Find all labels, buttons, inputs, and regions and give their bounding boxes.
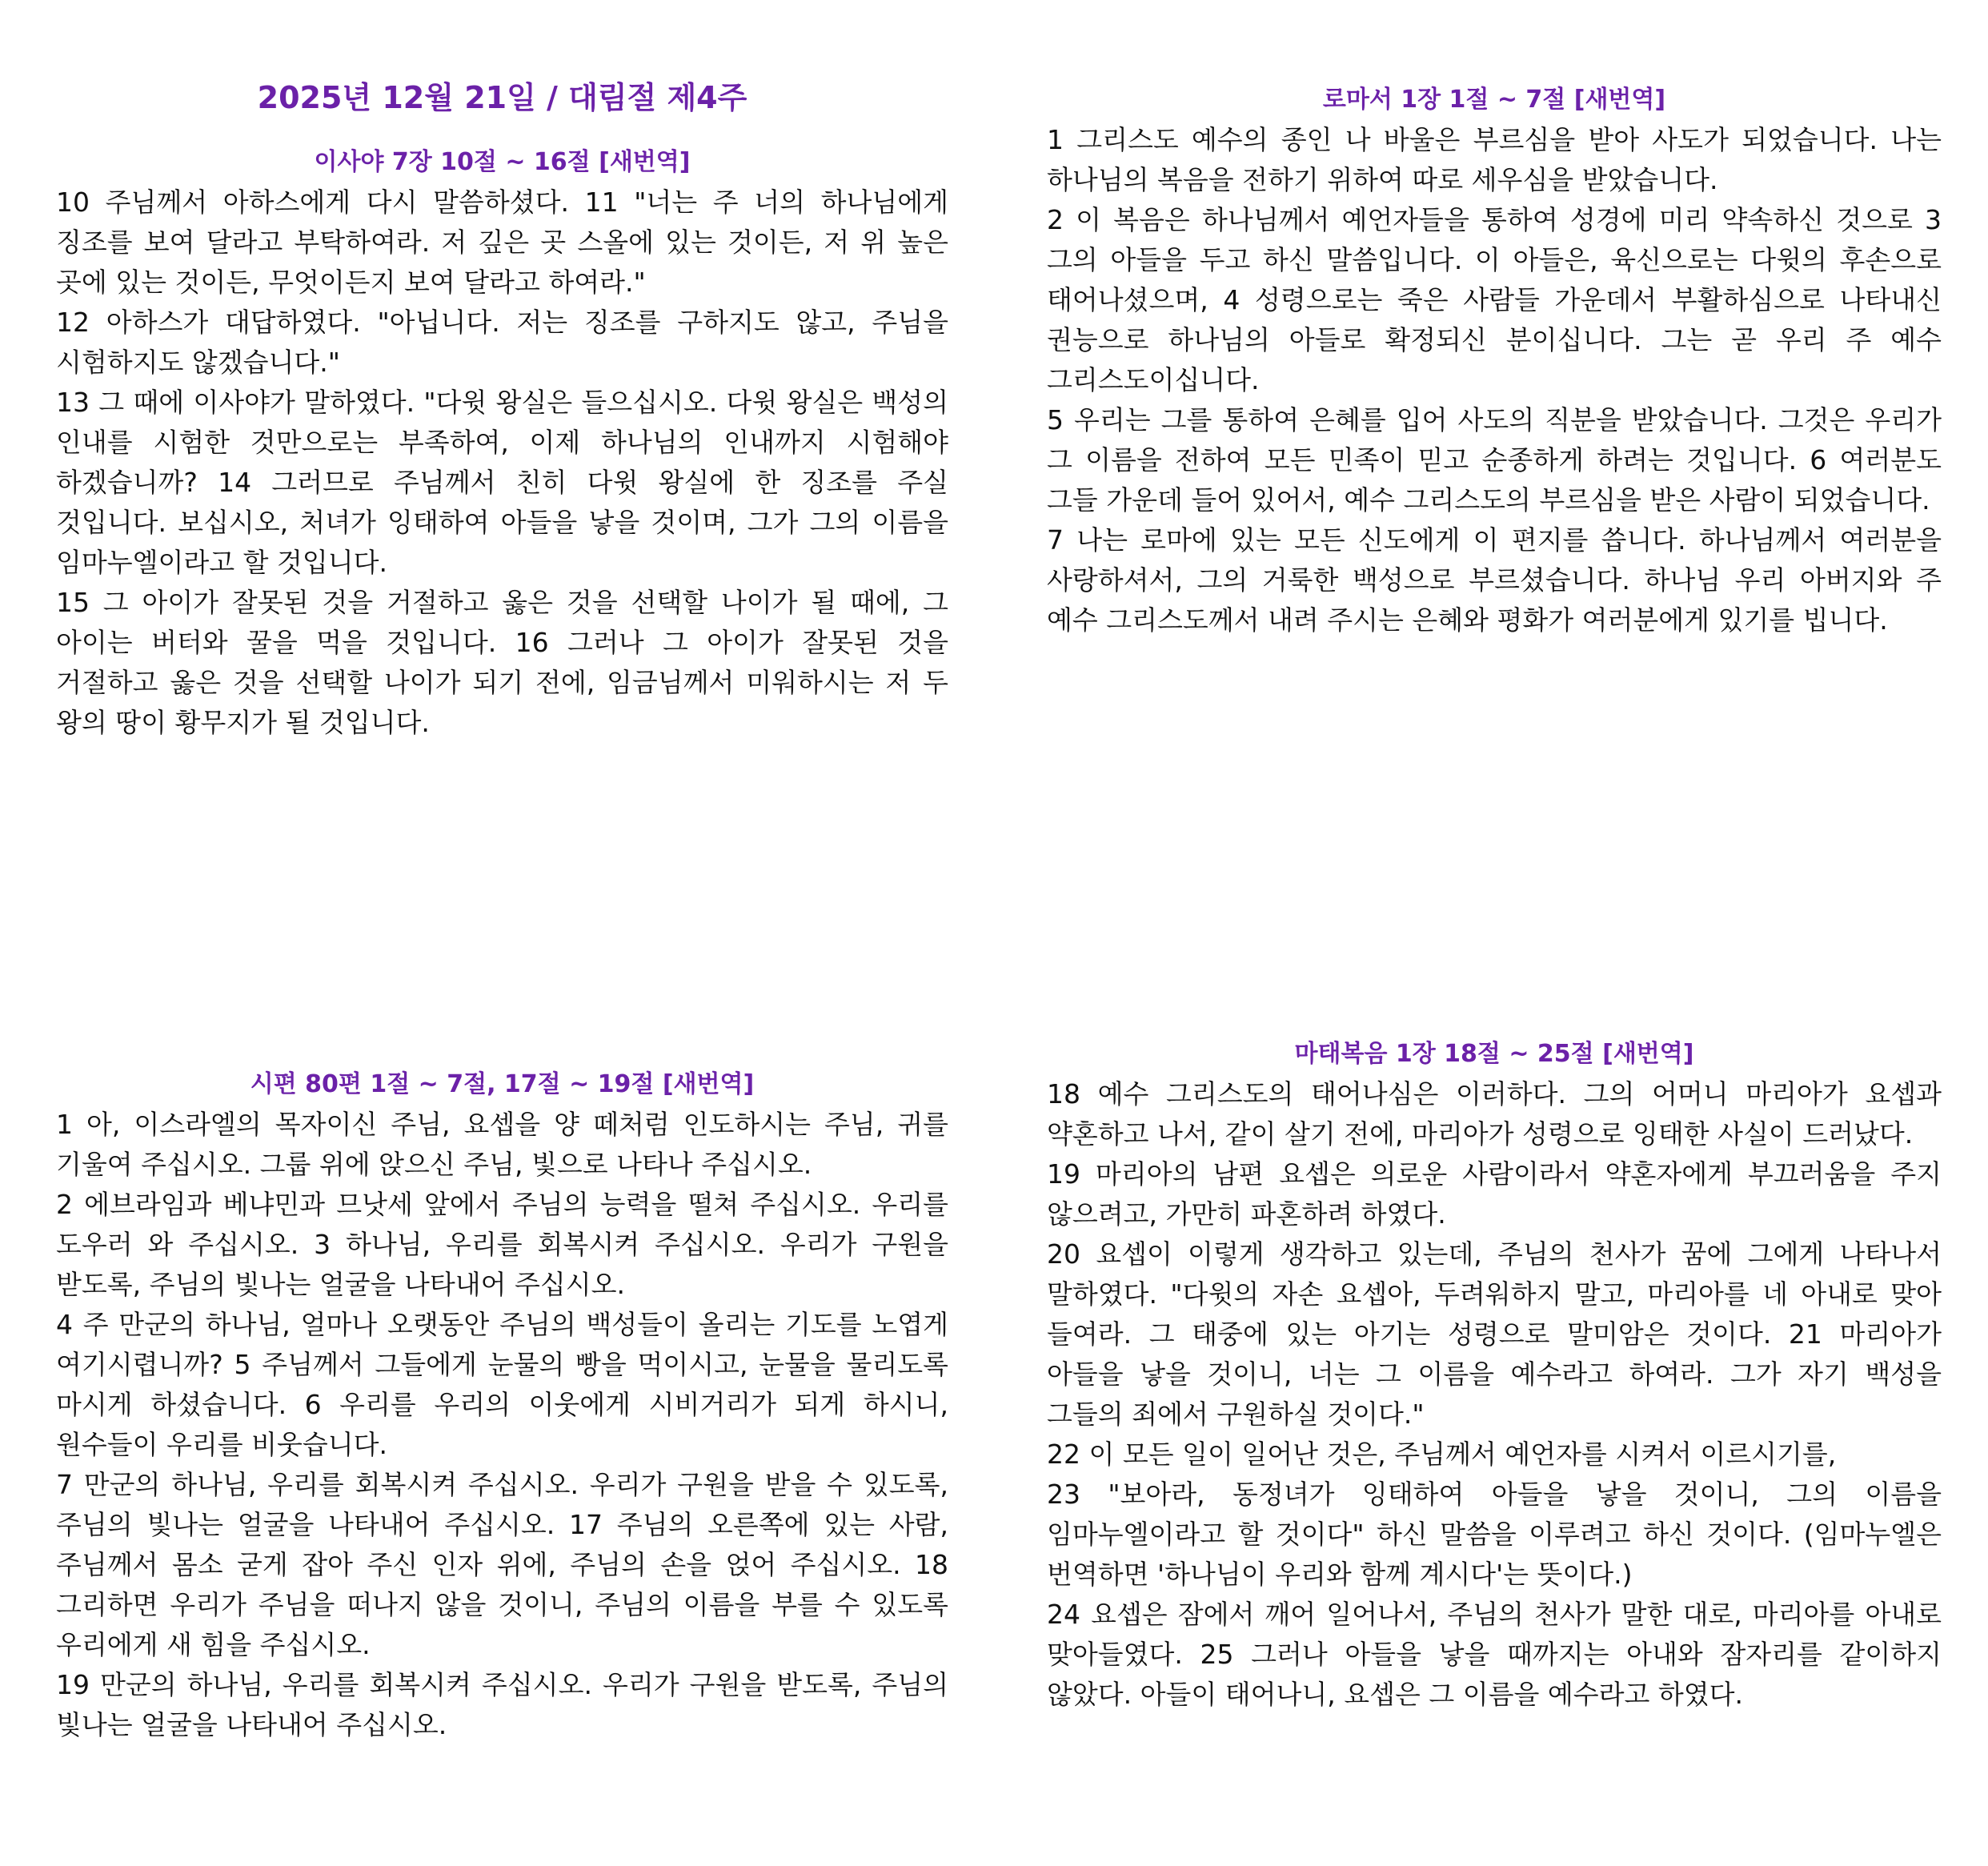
- matthew-verses: [1047, 1074, 1942, 1715]
- romans-paragraph-1: 1 그리스도 예수의 종인 나 바울은 부르심을 받아 사도가 되었습니다. 나는 하나님의 복음을 전하기 위하여 따로 세우심을 받았습니다.: [1047, 124, 1942, 195]
- matthew-paragraph-2: 19 마리아의 남편 요셉은 의로운 사람이라서 약혼자에게 부끄러움을 주지 않으려고, 가만히 파혼하려 하였다.: [1047, 1158, 1942, 1230]
- isaiah-paragraph-2: 12 아하스가 대답하였다. "아닙니다. 저는 징조를 구하지도 않고, 주님을 시험하지도 않겠습니다.": [56, 307, 948, 378]
- romans-paragraph-2: 2 이 복음은 하나님께서 예언자들을 통하여 성경에 미리 약속하신 것으로 3 그의 아들을 두고 하신 말씀입니다. 이 아들은, 육신으로는 다윗의 후손으로 태어나셨으며, 4 성령으로는 죽은 사람들 가운데서 부활하심으로 나타내신 권능으로 하나님의 아들로 확정되신 분이십니다. 그는 곧 우리 주 예수 그리스도이십니다.: [1047, 204, 1942, 395]
- psalm-paragraph-5: 19 만군의 하나님, 우리를 회복시켜 주십시오. 우리가 구원을 받도록, 주님의 빛나는 얼굴을 나타내어 주십시오.: [56, 1669, 948, 1740]
- psalm-paragraph-1: 1 아, 이스라엘의 목자이신 주님, 요셉을 양 떼처럼 인도하시는 주님, 귀를 기울여 주십시오. 그룹 위에 앉으신 주님, 빛으로 나타나 주십시오.: [56, 1109, 948, 1180]
- matthew-paragraph-3: 20 요셉이 이렇게 생각하고 있는데, 주님의 천사가 꿈에 그에게 나타나서 말하였다. "다윗의 자손 요셉아, 두려워하지 말고, 마리아를 네 아내로 맞아 들여라. 그 태중에 있는 아기는 성령으로 말미암은 것이다. 21 마리아가 아들을 낳을 것이니, 너는 그 이름을 예수라고 하여라. 그가 자기 백성을 그들의 죄에서 구원하실 것이다.": [1047, 1238, 1942, 1430]
- romans-paragraph-4: 7 나는 로마에 있는 모든 신도에게 이 편지를 씁니다. 하나님께서 여러분을 사랑하셔서, 그의 거룩한 백성으로 부르셨습니다. 하나님 우리 아버지와 주 예수 그리스도께서 내려 주시는 은혜와 평화가 여러분에게 있기를 빕니다.: [1047, 524, 1942, 636]
- isaiah-paragraph-1: 10 주님께서 아하스에게 다시 말씀하셨다. 11 "너는 주 너의 하나님에게 징조를 보여 달라고 부탁하여라. 저 깊은 곳 스올에 있는 것이든, 저 위 높은 곳에 있는 것이든, 무엇이든지 보여 달라고 하여라.": [56, 187, 948, 298]
- psalm-paragraph-3: 4 주 만군의 하나님, 얼마나 오랫동안 주님의 백성들이 올리는 기도를 노엽게 여기시렵니까? 5 주님께서 그들에게 눈물의 빵을 먹이시고, 눈물을 물리도록 마시게 하셨습니다. 6 우리를 우리의 이웃에게 시비거리가 되게 하시니, 원수들이 우리를 비웃습니다.: [56, 1309, 948, 1460]
- psalm-reading-panel: [56, 1065, 948, 1745]
- matthew-paragraph-1: 18 예수 그리스도의 태어나심은 이러하다. 그의 어머니 마리아가 요셉과 약혼하고 나서, 같이 살기 전에, 마리아가 성령으로 잉태한 사실이 드러났다.: [1047, 1078, 1942, 1150]
- psalm-passage-title: 시편 80편 1절 ~ 7절, 17절 ~ 19절 [새번역]: [250, 1070, 755, 1098]
- isaiah-paragraph-3: 13 그 때에 이사야가 말하였다. "다윗 왕실은 들으십시오. 다윗 왕실은 백성의 인내를 시험한 것만으로는 부족하여, 이제 하나님의 인내까지 시험해야 하겠습니까? 14 그러므로 주님께서 친히 다윗 왕실에 한 징조를 주실 것입니다. 보십시오, 처녀가 잉태하여 아들을 낳을 것이며, 그가 그의 이름을 임마누엘이라고 할 것입니다.: [56, 387, 948, 578]
- matthew-paragraph-5: 23 "보아라, 동정녀가 잉태하여 아들을 낳을 것이니, 그의 이름을 임마누엘이라고 할 것이다" 하신 말씀을 이루려고 하신 것이다. (임마누엘은 번역하면 '하나님이 우리와 함께 계시다'는 뜻이다.): [1047, 1479, 1942, 1590]
- romans-passage-title: 로마서 1장 1절 ~ 7절 [새번역]: [1322, 86, 1666, 114]
- romans-reading-panel: [1047, 80, 1942, 640]
- psalm-verses: [56, 1105, 948, 1745]
- romans-paragraph-3: 5 우리는 그를 통하여 은혜를 입어 사도의 직분을 받았습니다. 그것은 우리가 그 이름을 전하여 모든 민족이 믿고 순종하게 하려는 것입니다. 6 여러분도 그들 가운데 들어 있어서, 예수 그리스도의 부르심을 받은 사람이 되었습니다.: [1047, 404, 1942, 516]
- isaiah-reading-panel: [56, 74, 948, 743]
- matthew-reading-panel: [1047, 1034, 1942, 1715]
- isaiah-paragraph-4: 15 그 아이가 잘못된 것을 거절하고 옳은 것을 선택할 나이가 될 때에, 그 아이는 버터와 꿀을 먹을 것입니다. 16 그러나 그 아이가 잘못된 것을 거절하고 옳은 것을 선택할 나이가 되기 전에, 임금님께서 미워하시는 저 두 왕의 땅이 황무지가 될 것입니다.: [56, 587, 948, 738]
- matthew-paragraph-6: 24 요셉은 잠에서 깨어 일어나서, 주님의 천사가 말한 대로, 마리아를 아내로 맞아들였다. 25 그러나 아들을 낳을 때까지는 아내와 잠자리를 같이하지 않았다. 아들이 태어나니, 요셉은 그 이름을 예수라고 하였다.: [1047, 1599, 1942, 1710]
- isaiah-passage-title: 이사야 7장 10절 ~ 16절 [새번역]: [314, 148, 691, 176]
- isaiah-verses: [56, 183, 948, 743]
- psalm-paragraph-2: 2 에브라임과 베냐민과 므낫세 앞에서 주님의 능력을 떨쳐 주십시오. 우리를 도우러 와 주십시오. 3 하나님, 우리를 회복시켜 주십시오. 우리가 구원을 받도록, 주님의 빛나는 얼굴을 나타내어 주십시오.: [56, 1189, 948, 1300]
- romans-verses: [1047, 120, 1942, 640]
- date-title: 2025년 12월 21일 / 대림절 제4주: [257, 80, 748, 115]
- matthew-passage-title: 마태복음 1장 18절 ~ 25절 [새번역]: [1294, 1040, 1694, 1068]
- matthew-paragraph-4: 22 이 모든 일이 일어난 것은, 주님께서 예언자를 시켜서 이르시기를,: [1047, 1439, 1837, 1470]
- psalm-paragraph-4: 7 만군의 하나님, 우리를 회복시켜 주십시오. 우리가 구원을 받을 수 있도록, 주님의 빛나는 얼굴을 나타내어 주십시오. 17 주님의 오른쪽에 있는 사람, 주님께서 몸소 굳게 잡아 주신 인자 위에, 주님의 손을 얹어 주십시오. 18 그리하면 우리가 주님을 떠나지 않을 것이니, 주님의 이름을 부를 수 있도록 우리에게 새 힘을 주십시오.: [56, 1469, 948, 1660]
